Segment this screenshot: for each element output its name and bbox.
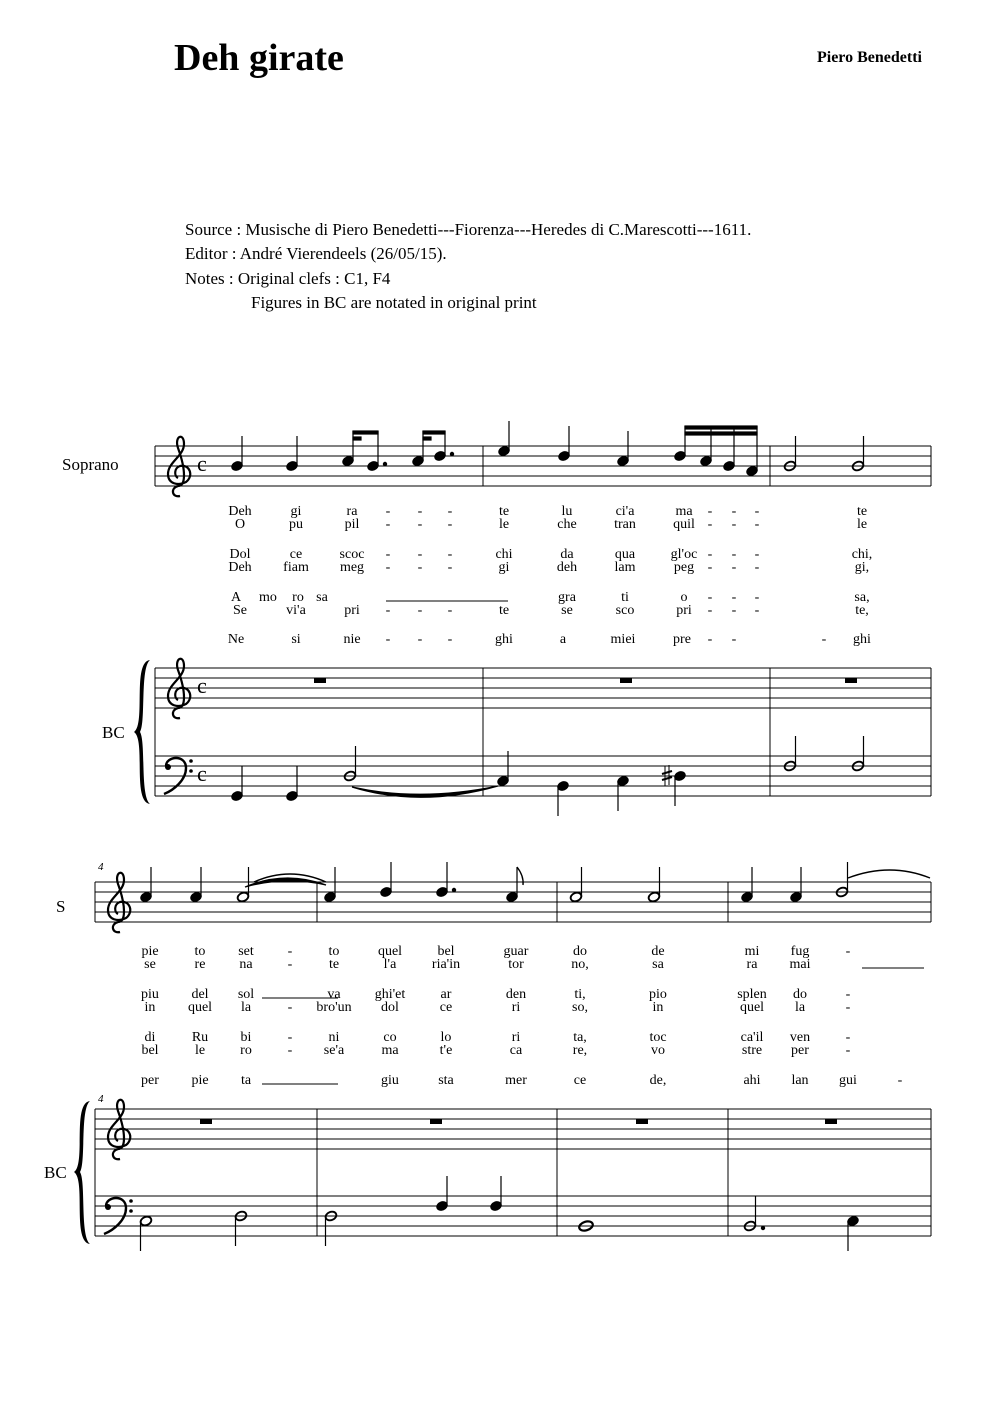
bc-treble-staff bbox=[155, 668, 931, 708]
svg-text:sa,: sa, bbox=[854, 590, 870, 605]
svg-text:in: in bbox=[652, 1000, 664, 1015]
svg-text:pie: pie bbox=[191, 1073, 209, 1088]
svg-text:bel: bel bbox=[437, 944, 455, 959]
svg-text:re: re bbox=[194, 957, 206, 972]
svg-text:sol: sol bbox=[237, 987, 255, 1002]
svg-text:o: o bbox=[680, 590, 688, 605]
svg-text:ri: ri bbox=[511, 1030, 521, 1045]
svg-text:bro'un: bro'un bbox=[316, 1000, 352, 1015]
svg-text:-: - bbox=[287, 1030, 293, 1045]
svg-text:-: - bbox=[845, 1030, 851, 1045]
soprano-staff bbox=[155, 446, 931, 486]
svg-text:gi,: gi, bbox=[854, 560, 870, 575]
svg-text:-: - bbox=[821, 632, 827, 647]
svg-text:lam: lam bbox=[614, 560, 636, 575]
svg-text:-: - bbox=[845, 944, 851, 959]
svg-text:na: na bbox=[239, 957, 253, 972]
svg-text:-: - bbox=[447, 632, 453, 647]
svg-text:-: - bbox=[754, 547, 760, 562]
svg-text:-: - bbox=[385, 504, 391, 519]
svg-text:te: te bbox=[856, 504, 868, 519]
svg-text:sa: sa bbox=[652, 957, 664, 972]
svg-text:-: - bbox=[754, 504, 760, 519]
svg-text:mai: mai bbox=[789, 957, 811, 972]
s-label: S bbox=[56, 897, 66, 916]
svg-text:ro: ro bbox=[292, 590, 304, 605]
svg-text:co: co bbox=[383, 1030, 397, 1045]
time-signature-c: c bbox=[197, 761, 207, 786]
svg-text:per: per bbox=[141, 1073, 159, 1088]
svg-text:-: - bbox=[417, 632, 423, 647]
svg-text:gl'oc: gl'oc bbox=[670, 547, 698, 562]
svg-text:ven: ven bbox=[789, 1030, 811, 1045]
svg-text:ce: ce bbox=[573, 1073, 587, 1088]
figures-note: Figures in BC are notated in original print bbox=[251, 293, 537, 312]
svg-text:chi,: chi, bbox=[851, 547, 873, 562]
svg-text:gra: gra bbox=[558, 590, 576, 605]
svg-text:Deh: Deh bbox=[228, 504, 252, 519]
svg-text:de: de bbox=[651, 944, 665, 959]
svg-text:pil: pil bbox=[344, 517, 360, 532]
svg-text:-: - bbox=[447, 560, 453, 575]
svg-text:-: - bbox=[731, 547, 737, 562]
svg-text:quel: quel bbox=[739, 1000, 765, 1015]
svg-text:to: to bbox=[194, 944, 206, 959]
svg-text:no,: no, bbox=[571, 957, 589, 972]
barlines bbox=[155, 446, 931, 796]
svg-text:la: la bbox=[794, 1000, 806, 1015]
svg-text:-: - bbox=[385, 547, 391, 562]
svg-text:-: - bbox=[447, 517, 453, 532]
svg-text:sta: sta bbox=[438, 1073, 454, 1088]
svg-text:di: di bbox=[144, 1030, 156, 1045]
svg-text:ca'il: ca'il bbox=[740, 1030, 764, 1045]
bc-label-system1: BC bbox=[102, 723, 125, 742]
svg-text:-: - bbox=[707, 632, 713, 647]
svg-text:ria'in: ria'in bbox=[431, 957, 461, 972]
svg-text:set: set bbox=[238, 944, 254, 959]
svg-text:te: te bbox=[328, 957, 340, 972]
svg-text:do: do bbox=[573, 944, 587, 959]
svg-text:se: se bbox=[144, 957, 156, 972]
svg-text:pio: pio bbox=[649, 987, 667, 1002]
svg-text:qua: qua bbox=[614, 547, 636, 562]
svg-text:te: te bbox=[498, 603, 510, 618]
svg-text:giu: giu bbox=[381, 1073, 399, 1088]
svg-text:ma: ma bbox=[675, 504, 693, 519]
svg-text:-: - bbox=[707, 590, 713, 605]
svg-text:-: - bbox=[447, 547, 453, 562]
lyrics-system2 bbox=[141, 944, 903, 1088]
svg-text:-: - bbox=[731, 504, 737, 519]
svg-text:da: da bbox=[560, 547, 574, 562]
svg-text:-: - bbox=[707, 603, 713, 618]
svg-text:le: le bbox=[856, 517, 868, 532]
svg-text:del: del bbox=[191, 987, 209, 1002]
bc-label-system2: BC bbox=[44, 1163, 67, 1182]
svg-text:la: la bbox=[240, 1000, 252, 1015]
svg-text:mo: mo bbox=[259, 590, 277, 605]
svg-text:ca: ca bbox=[509, 1043, 523, 1058]
svg-text:in: in bbox=[144, 1000, 156, 1015]
barlines bbox=[95, 882, 931, 1236]
svg-text:a: a bbox=[559, 632, 567, 647]
svg-text:-: - bbox=[385, 517, 391, 532]
svg-text:nie: nie bbox=[343, 632, 361, 647]
svg-text:-: - bbox=[754, 517, 760, 532]
svg-text:-: - bbox=[287, 944, 293, 959]
svg-text:-: - bbox=[385, 603, 391, 618]
svg-text:-: - bbox=[731, 517, 737, 532]
svg-text:per: per bbox=[791, 1043, 809, 1058]
svg-text:pie: pie bbox=[141, 944, 159, 959]
svg-text:-: - bbox=[417, 504, 423, 519]
svg-text:-: - bbox=[287, 1043, 293, 1058]
svg-text:Se: Se bbox=[233, 603, 247, 618]
svg-text:pu: pu bbox=[289, 517, 303, 532]
svg-text:ma: ma bbox=[381, 1043, 399, 1058]
svg-text:to: to bbox=[328, 944, 340, 959]
svg-text:so,: so, bbox=[572, 1000, 588, 1015]
svg-text:ro: ro bbox=[240, 1043, 252, 1058]
svg-text:Ne: Ne bbox=[227, 632, 245, 647]
svg-text:-: - bbox=[385, 560, 391, 575]
svg-text:do: do bbox=[793, 987, 807, 1002]
lyrics-system1 bbox=[228, 504, 872, 647]
svg-text:gui: gui bbox=[839, 1073, 857, 1088]
bc-bass-staff bbox=[95, 1196, 931, 1236]
source-note: Source : Musische di Piero Benedetti---Fiorenza---Heredes di C.Marescotti---1611. bbox=[185, 220, 752, 239]
editor-note: Editor : André Vierendeels (26/05/15). bbox=[185, 244, 447, 263]
svg-text:bi: bi bbox=[240, 1030, 252, 1045]
svg-text:te: te bbox=[498, 504, 510, 519]
svg-text:O: O bbox=[234, 517, 246, 532]
soprano-notes-m2 bbox=[498, 421, 759, 477]
svg-text:che: che bbox=[557, 517, 577, 532]
svg-text:ra: ra bbox=[746, 957, 758, 972]
svg-text:ra: ra bbox=[346, 504, 358, 519]
svg-text:va: va bbox=[327, 987, 341, 1002]
svg-text:se'a: se'a bbox=[323, 1043, 345, 1058]
svg-text:quel: quel bbox=[187, 1000, 213, 1015]
svg-text:-: - bbox=[707, 504, 713, 519]
time-signature-c: c bbox=[197, 673, 207, 698]
svg-text:-: - bbox=[385, 632, 391, 647]
svg-text:stre: stre bbox=[741, 1043, 763, 1058]
svg-text:ce: ce bbox=[439, 1000, 453, 1015]
svg-text:te,: te, bbox=[855, 603, 869, 618]
svg-text:-: - bbox=[707, 547, 713, 562]
svg-text:toc: toc bbox=[649, 1030, 667, 1045]
svg-text:-: - bbox=[417, 547, 423, 562]
svg-text:tor: tor bbox=[508, 957, 524, 972]
svg-text:lo: lo bbox=[440, 1030, 452, 1045]
svg-text:scoc: scoc bbox=[339, 547, 365, 562]
svg-text:le: le bbox=[498, 517, 510, 532]
bass-notes-system2 bbox=[139, 1176, 859, 1251]
svg-text:-: - bbox=[707, 560, 713, 575]
brace bbox=[134, 660, 150, 804]
svg-text:-: - bbox=[845, 1043, 851, 1058]
svg-text:sco: sco bbox=[615, 603, 635, 618]
svg-text:-: - bbox=[287, 1000, 293, 1015]
svg-text:den: den bbox=[505, 987, 527, 1002]
svg-text:-: - bbox=[754, 560, 760, 575]
svg-text:peg: peg bbox=[673, 560, 695, 575]
bc-treble-staff bbox=[95, 1109, 931, 1149]
svg-text:-: - bbox=[731, 603, 737, 618]
whole-rest-icon bbox=[200, 1119, 837, 1124]
svg-text:chi: chi bbox=[495, 547, 513, 562]
svg-text:splen: splen bbox=[737, 987, 767, 1002]
svg-text:deh: deh bbox=[556, 560, 578, 575]
brace bbox=[74, 1101, 90, 1244]
svg-text:piu: piu bbox=[141, 987, 159, 1002]
svg-text:l'a: l'a bbox=[383, 957, 397, 972]
svg-text:-: - bbox=[417, 603, 423, 618]
svg-text:lan: lan bbox=[791, 1073, 809, 1088]
svg-text:de,: de, bbox=[649, 1073, 667, 1088]
svg-text:quil: quil bbox=[673, 517, 695, 532]
svg-text:mer: mer bbox=[505, 1073, 527, 1088]
svg-text:ce: ce bbox=[289, 547, 303, 562]
svg-text:ta: ta bbox=[240, 1073, 252, 1088]
piece-title: Deh girate bbox=[174, 37, 344, 79]
svg-text:le: le bbox=[194, 1043, 206, 1058]
svg-text:lu: lu bbox=[561, 504, 573, 519]
svg-text:ahi: ahi bbox=[743, 1073, 761, 1088]
svg-text:ni: ni bbox=[328, 1030, 340, 1045]
svg-text:dol: dol bbox=[381, 1000, 399, 1015]
svg-text:ta,: ta, bbox=[573, 1030, 587, 1045]
svg-text:-: - bbox=[707, 517, 713, 532]
svg-text:se: se bbox=[561, 603, 573, 618]
svg-text:si: si bbox=[291, 632, 301, 647]
svg-text:-: - bbox=[845, 987, 851, 1002]
composer-name: Piero Benedetti bbox=[816, 49, 922, 66]
svg-text:Deh: Deh bbox=[228, 560, 252, 575]
svg-text:ri: ri bbox=[511, 1000, 521, 1015]
svg-text:ghi: ghi bbox=[495, 632, 513, 647]
svg-text:ci'a: ci'a bbox=[615, 504, 635, 519]
svg-text:vi'a: vi'a bbox=[286, 603, 306, 618]
svg-text:quel: quel bbox=[377, 944, 403, 959]
whole-rest-icon bbox=[314, 678, 857, 683]
svg-text:bel: bel bbox=[141, 1043, 159, 1058]
svg-text:pre: pre bbox=[673, 632, 691, 647]
measure-number: 4 bbox=[98, 861, 104, 873]
svg-text:Ru: Ru bbox=[191, 1030, 209, 1045]
soprano-staff bbox=[95, 882, 931, 922]
svg-text:pri: pri bbox=[676, 603, 692, 618]
svg-text:mi: mi bbox=[744, 944, 760, 959]
svg-text:-: - bbox=[754, 590, 760, 605]
svg-text:re,: re, bbox=[572, 1043, 588, 1058]
time-signature-c: c bbox=[197, 451, 207, 476]
svg-text:meg: meg bbox=[339, 560, 365, 575]
svg-text:-: - bbox=[447, 504, 453, 519]
svg-text:-: - bbox=[731, 632, 737, 647]
soprano-label: Soprano bbox=[62, 455, 119, 474]
svg-text:tran: tran bbox=[614, 517, 636, 532]
svg-text:fiam: fiam bbox=[283, 560, 309, 575]
svg-text:t'e: t'e bbox=[439, 1043, 453, 1058]
svg-text:-: - bbox=[417, 517, 423, 532]
svg-text:ghi'et: ghi'et bbox=[374, 987, 406, 1002]
svg-text:-: - bbox=[447, 603, 453, 618]
svg-text:ti: ti bbox=[621, 590, 629, 605]
svg-text:-: - bbox=[897, 1073, 903, 1088]
svg-text:ar: ar bbox=[440, 987, 452, 1002]
svg-text:-: - bbox=[417, 560, 423, 575]
svg-text:vo: vo bbox=[651, 1043, 665, 1058]
bc-bass-staff bbox=[155, 756, 931, 796]
svg-text:gi: gi bbox=[498, 560, 510, 575]
svg-text:guar: guar bbox=[503, 944, 529, 959]
melisma-line bbox=[262, 968, 924, 1084]
svg-text:A: A bbox=[230, 590, 242, 605]
svg-text:miei: miei bbox=[610, 632, 636, 647]
svg-text:-: - bbox=[287, 957, 293, 972]
svg-text:sa: sa bbox=[316, 590, 328, 605]
measure-number: 4 bbox=[98, 1093, 104, 1105]
svg-text:ti,: ti, bbox=[574, 987, 586, 1002]
svg-text:Dol: Dol bbox=[229, 547, 251, 562]
svg-text:gi: gi bbox=[290, 504, 302, 519]
svg-text:-: - bbox=[731, 560, 737, 575]
svg-text:-: - bbox=[845, 1000, 851, 1015]
svg-text:pri: pri bbox=[344, 603, 360, 618]
svg-text:-: - bbox=[754, 603, 760, 618]
svg-text:ghi: ghi bbox=[853, 632, 871, 647]
svg-text:fug: fug bbox=[790, 944, 810, 959]
clefs-note: Notes : Original clefs : C1, F4 bbox=[185, 269, 391, 288]
svg-text:-: - bbox=[731, 590, 737, 605]
